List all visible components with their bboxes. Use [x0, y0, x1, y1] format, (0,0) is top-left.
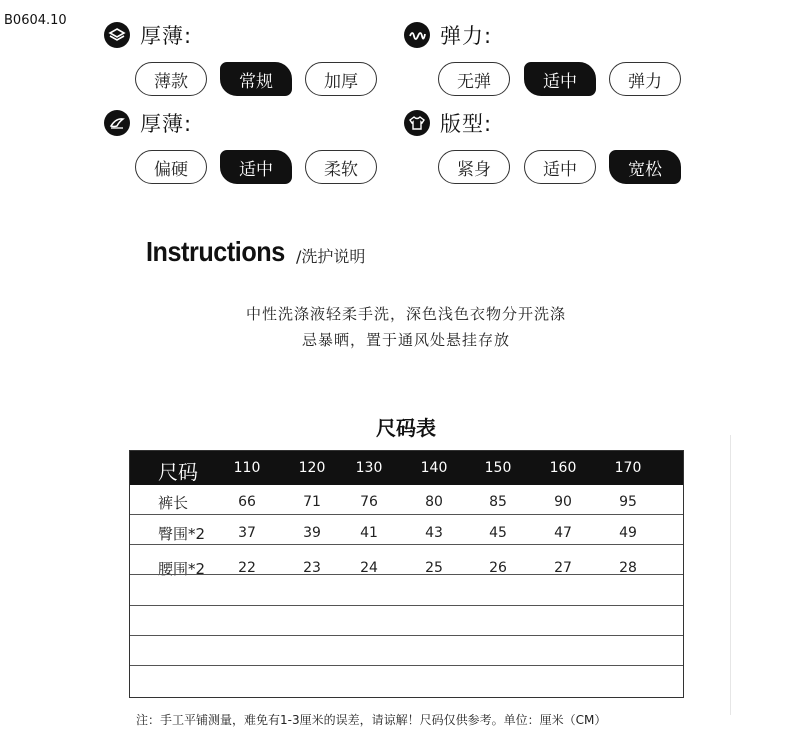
- instructions-subtitle: /洗护说明: [296, 247, 366, 266]
- table-cell: 80: [425, 494, 443, 510]
- size-120: 120: [298, 460, 326, 476]
- row-label-length: 裤长: [158, 494, 189, 512]
- option-medium-soft-selected[interactable]: 适中: [220, 150, 292, 184]
- row-divider: [130, 574, 683, 575]
- table-cell: 95: [619, 494, 637, 510]
- measurement-note: 注：手工平铺测量，难免有1-3厘米的误差，请谅解！尺码仅供参考。单位：厘米（CM）: [136, 713, 607, 727]
- table-cell: 85: [489, 494, 507, 510]
- product-code: B0604.10: [4, 13, 67, 28]
- table-cell: 45: [489, 525, 507, 541]
- option-regular-selected[interactable]: 常规: [220, 62, 292, 96]
- table-cell: 24: [360, 560, 378, 576]
- layers-icon: [104, 22, 130, 48]
- row-label-hip: 臀围*2: [158, 525, 206, 543]
- instructions-title: Instructions: [146, 236, 285, 267]
- size-table: [129, 450, 684, 698]
- option-loose-selected[interactable]: 宽松: [609, 150, 681, 184]
- table-cell: 90: [554, 494, 572, 510]
- feather-icon: [104, 110, 130, 136]
- attr-thickness-title: 厚薄:: [104, 20, 192, 50]
- size-110: 110: [233, 460, 261, 476]
- row-divider: [130, 605, 683, 606]
- table-cell: 23: [303, 560, 321, 576]
- table-cell: 28: [619, 560, 637, 576]
- shirt-icon: [404, 110, 430, 136]
- option-thin[interactable]: 薄款: [135, 62, 207, 96]
- option-slim[interactable]: 紧身: [438, 150, 510, 184]
- option-no-stretch[interactable]: 无弹: [438, 62, 510, 96]
- table-cell: 25: [425, 560, 443, 576]
- size-130: 130: [355, 460, 383, 476]
- row-label-waist: 腰围*2: [158, 560, 206, 578]
- size-header-label: 尺码: [158, 460, 198, 484]
- size-table-header: [130, 451, 683, 485]
- option-moderate-selected[interactable]: 适中: [524, 62, 596, 96]
- option-stretch[interactable]: 弹力: [609, 62, 681, 96]
- table-cell: 37: [238, 525, 256, 541]
- row-divider: [130, 635, 683, 636]
- row-divider: [130, 665, 683, 666]
- option-soft[interactable]: 柔软: [305, 150, 377, 184]
- attr-fit-title: 版型:: [404, 108, 492, 138]
- table-cell: 26: [489, 560, 507, 576]
- table-cell: 27: [554, 560, 572, 576]
- table-cell: 66: [238, 494, 256, 510]
- table-cell: 41: [360, 525, 378, 541]
- option-thick[interactable]: 加厚: [305, 62, 377, 96]
- option-stiff[interactable]: 偏硬: [135, 150, 207, 184]
- size-170: 170: [614, 460, 642, 476]
- option-fit-moderate[interactable]: 适中: [524, 150, 596, 184]
- table-cell: 47: [554, 525, 572, 541]
- wave-icon: [404, 22, 430, 48]
- row-divider: [130, 514, 683, 515]
- table-cell: 49: [619, 525, 637, 541]
- size-140: 140: [420, 460, 448, 476]
- table-cell: 71: [303, 494, 321, 510]
- attr-softness-title: 厚薄:: [104, 108, 192, 138]
- care-line-1: 中性洗涤液轻柔手洗，深色浅色衣物分开洗涤: [245, 305, 566, 323]
- row-divider: [130, 544, 683, 545]
- attr-elasticity-title: 弹力:: [404, 20, 492, 50]
- table-cell: 22: [238, 560, 256, 576]
- divider: [730, 435, 731, 715]
- size-160: 160: [549, 460, 577, 476]
- table-cell: 76: [360, 494, 378, 510]
- table-cell: 43: [425, 525, 443, 541]
- size-chart-title: 尺码表: [376, 416, 436, 440]
- table-cell: 39: [303, 525, 321, 541]
- size-150: 150: [484, 460, 512, 476]
- care-line-2: 忌暴晒，置于通风处悬挂存放: [301, 331, 510, 349]
